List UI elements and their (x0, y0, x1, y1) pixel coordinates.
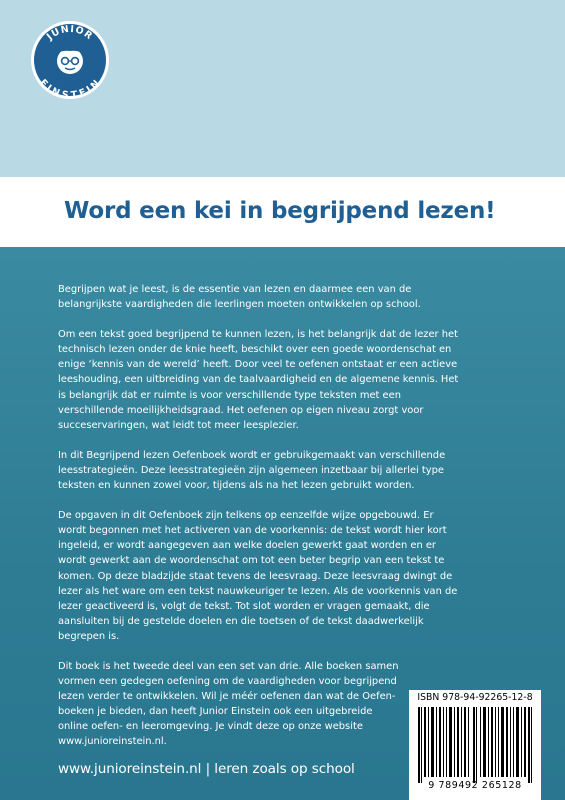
logo-line2: EINSTEIN (37, 77, 103, 100)
paragraph-1: Begrijpen wat je leest, is de essentie van lezen en daarmee een van de belangrijkste vaardigheden die leerlingen moeten ontwikkelen op school. (58, 284, 421, 311)
paragraph-4: De opgaven in dit Oefenboek zijn telkens op eenzelfde wijze opgebouwd. Er wordt begonnen met het activeren van de voorkennis: de tekst wordt hier kort ingeleid, er wordt aangegeven aan welke doelen gewerkt gaat worden en er wordt gewerkt aan de woordenschat om tot een beter begrip van een tekst te komen. Op deze bladzijde staat tevens de leesvraag. Deze leesvraag dwingt de lezer als het ware om een tekst nauwkeuriger te lezen. Als de voorkennis van de lezer geactiveerd is, volgt de tekst. Tot slot worden er vragen gemaakt, die aansluiten bij de gestelde doelen en die toetsen of de tekst daadwerkelijk begrepen is. (58, 510, 458, 642)
headline: Word een kei in begrijpend lezen! (64, 198, 496, 224)
logo-line1: JUNIOR (44, 23, 95, 43)
footer-tagline: www.junioreinstein.nl | leren zoals op school (58, 761, 355, 777)
barcode-bars (418, 707, 532, 777)
description-text (58, 282, 460, 765)
barcode (409, 690, 541, 800)
isbn-label: ISBN 978-94-92265-12-8 (417, 692, 533, 703)
paragraph-5: Dit boek is het tweede deel van een set van drie. Alle boeken samen vormen een gedegen oefening om de vaardigheden voor begrijpend lezen verder te ontwikkelen. Wil je méér oefenen dan wat de Oefen-boeken je bieden, dan heeft Junior Einstein ook een uitgebreide online oefen- en leeromgeving. Je vindt deze op onze website www.junioreinstein.nl. (58, 660, 399, 748)
barcode-digits: 9 789492 265128 (428, 780, 522, 791)
paragraph-3: In dit Begrijpend lezen Oefenboek wordt er gebruikgemaakt van verschillende leesstrategieën. Deze leesstrategieën zijn algemeen inzetbaar bij allerlei type teksten en kunnen zowel voor, tijdens als na het lezen gebruikt worden. (58, 449, 446, 492)
junior-einstein-logo (30, 20, 110, 100)
paragraph-2: Om een tekst goed begrijpend te kunnen lezen, is het belangrijk dat de lezer het technisch lezen onder de knie heeft, beschikt over een goede woordenschat en enige ‘kennis van de wereld’ heeft. Door veel te oefenen ontstaat er een actieve leeshouding, een uitbreiding van de taalvaardigheid en de algemene kennis. Het is belangrijk dat er ruimte is voor verschillende type teksten met een verschillende moeilijkheidsgraad. Het oefenen op eigen niveau zorgt voor succeservaringen, wat leidt tot meer leesplezier. (58, 329, 459, 431)
